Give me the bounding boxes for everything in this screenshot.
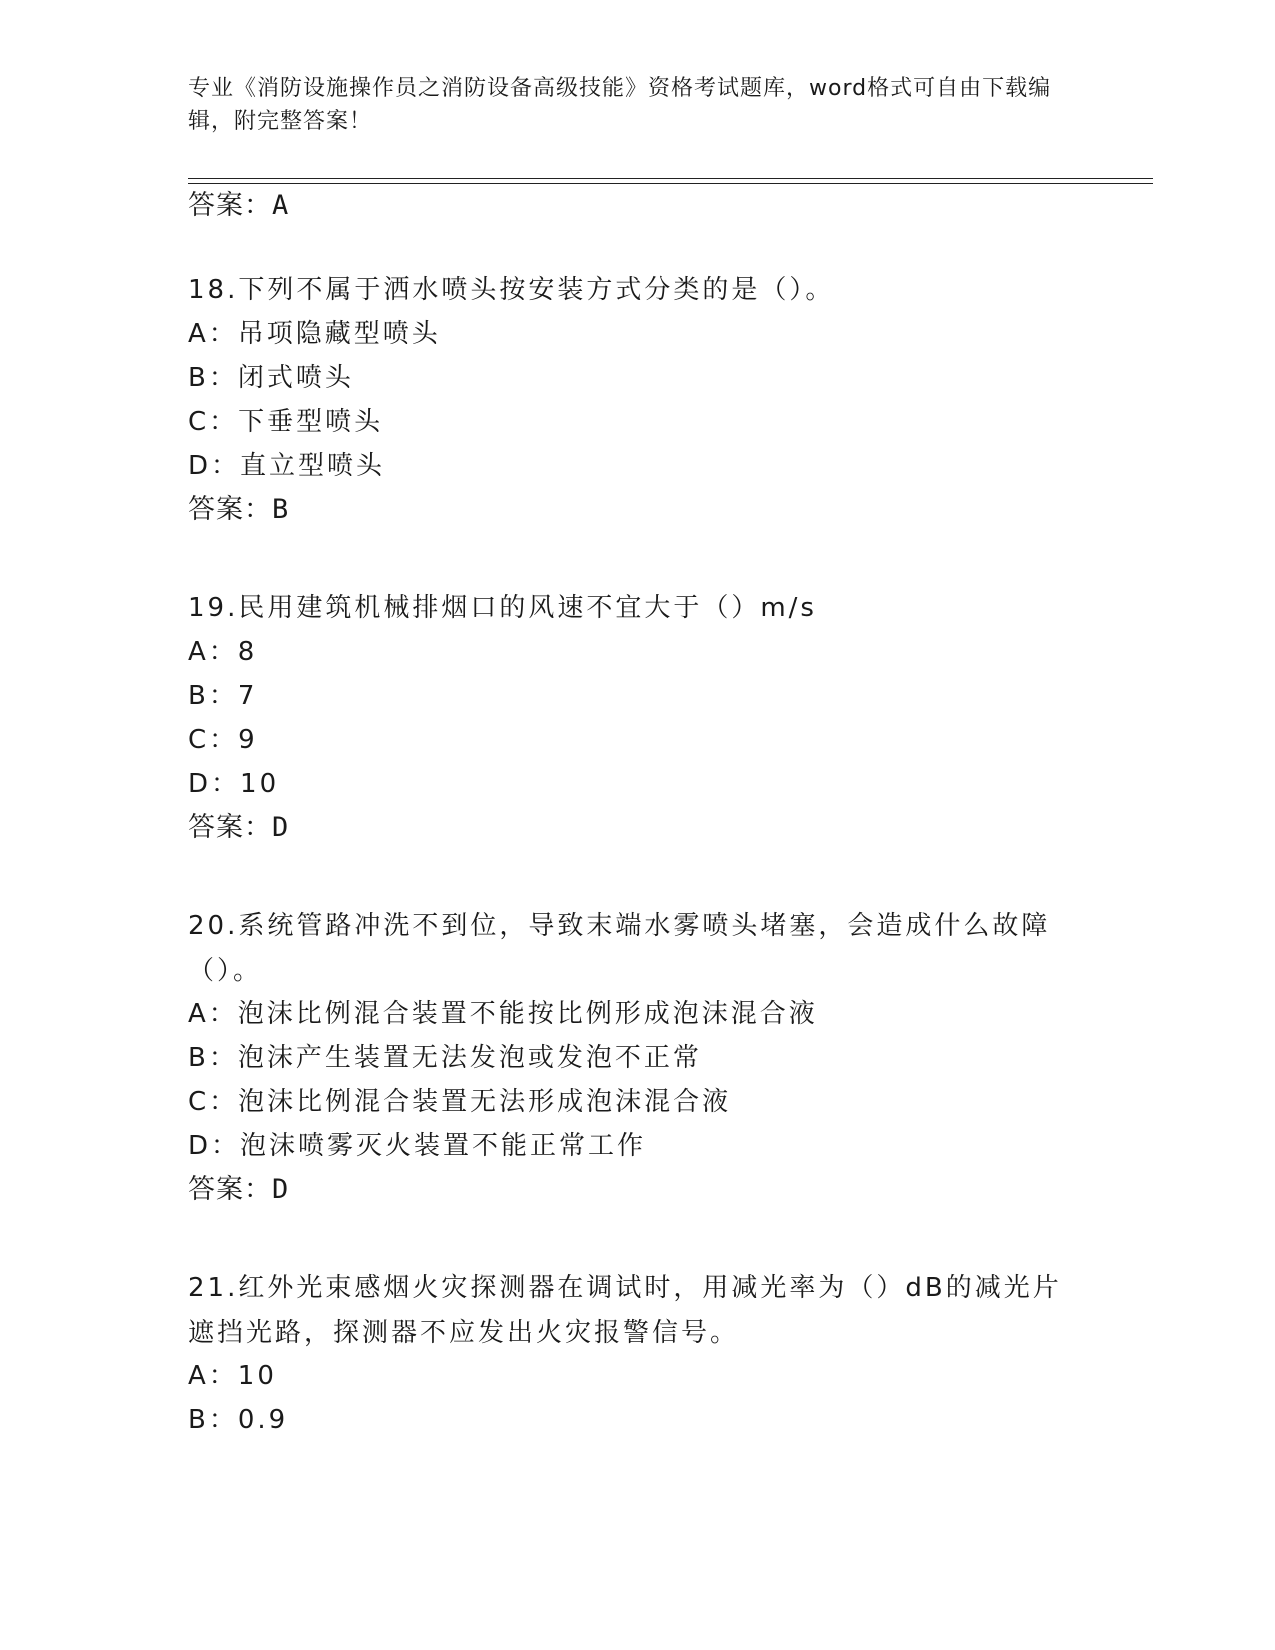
option-a: A：8 — [188, 637, 258, 667]
option-b: B：泡沫产生装置无法发泡或发泡不正常 — [188, 1043, 702, 1073]
option-a: A：泡沫比例混合装置不能按比例形成泡沫混合液 — [188, 999, 818, 1029]
option-c: C：下垂型喷头 — [188, 407, 384, 437]
option-a: A：吊项隐藏型喷头 — [188, 319, 441, 349]
header-rule-top — [188, 178, 1153, 179]
answer-label: 答案： — [188, 1174, 272, 1205]
answer-line — [188, 492, 288, 528]
document-header: 专业《消防设施操作员之消防设备高级技能》资格考试题库，word格式可自由下载编辑，附完整答案！ — [188, 76, 1052, 134]
option-b: B：7 — [188, 681, 258, 711]
answer-line — [188, 188, 288, 224]
question-text: 21.红外光束感烟火灾探测器在调试时，用减光率为（）dB的减光片遮挡光路，探测器不应发出火灾报警信号。 — [188, 1273, 1062, 1348]
answer-value: D — [272, 1174, 289, 1205]
question-text: 19.民用建筑机械排烟口的风速不宜大于（）m/s — [188, 593, 817, 623]
answer-label: 答案： — [188, 812, 272, 843]
header-rule-bottom — [188, 183, 1153, 184]
option-b: B：闭式喷头 — [188, 363, 354, 393]
answer-label: 答案： — [188, 494, 272, 525]
answer-label: 答案： — [188, 190, 272, 221]
answer-line — [188, 810, 288, 846]
option-d: D：直立型喷头 — [188, 451, 386, 481]
option-c: C：9 — [188, 725, 258, 755]
option-d: D：10 — [188, 769, 280, 799]
answer-value: B — [272, 494, 289, 525]
question-text: 18.下列不属于洒水喷头按安装方式分类的是（）。 — [188, 275, 835, 305]
option-b: B：0.9 — [188, 1405, 289, 1435]
answer-line — [188, 1172, 288, 1208]
answer-value: D — [272, 812, 289, 843]
question-text: 20.系统管路冲洗不到位，导致末端水雾喷头堵塞，会造成什么故障（）。 — [188, 911, 1051, 986]
option-a: A：10 — [188, 1361, 277, 1391]
answer-value: A — [272, 190, 289, 221]
option-c: C：泡沫比例混合装置无法形成泡沫混合液 — [188, 1087, 732, 1117]
option-d: D：泡沫喷雾灭火装置不能正常工作 — [188, 1131, 647, 1161]
